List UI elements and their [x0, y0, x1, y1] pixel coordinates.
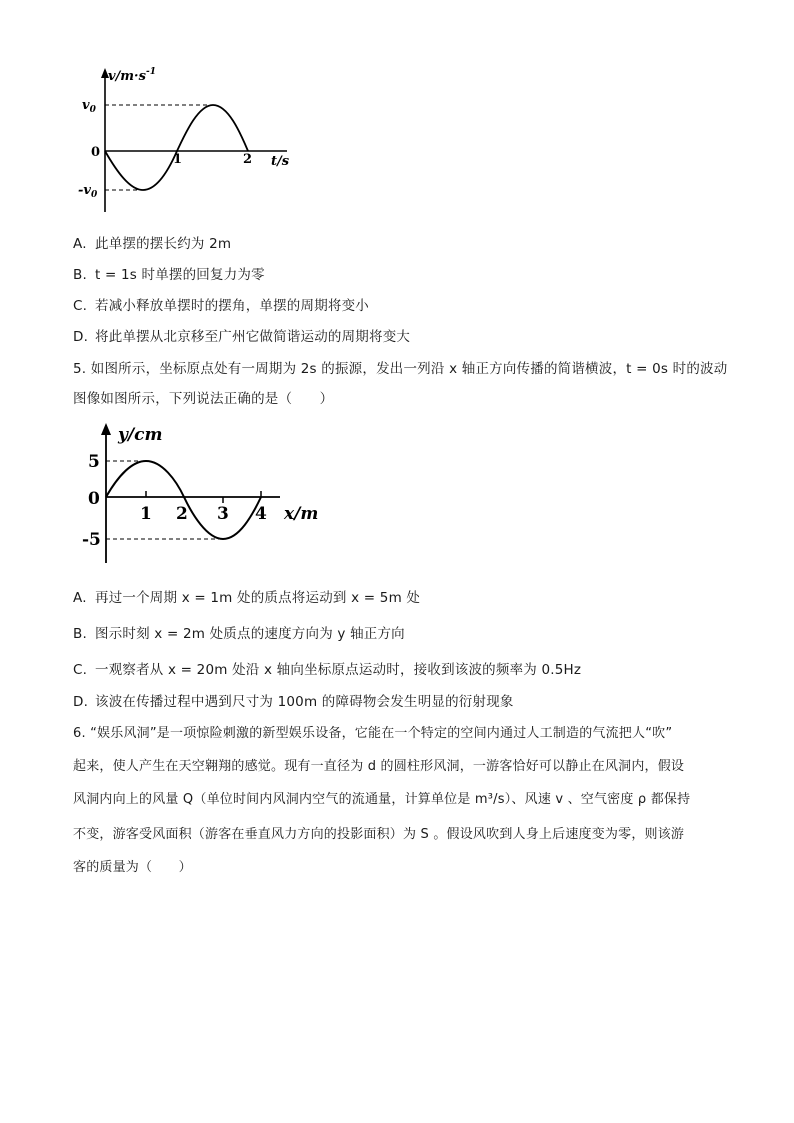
q6-line-3: 风洞内向上的风量 Q（单位时间内风洞内空气的流通量，计算单位是 m³/s）、风速 v 、空气密度 ρ 都保持 [73, 792, 691, 807]
option-letter: B. [73, 267, 87, 283]
q5-option-a [73, 588, 420, 608]
q4-option-b [73, 265, 265, 285]
v-axis-label-exp: -1 [146, 67, 156, 77]
x-tick-3: 3 [217, 504, 229, 524]
q6-line-5: 客的质量为（ ） [73, 860, 192, 875]
q6-line-2: 起来，使人产生在天空翱翔的感觉。现有一直径为 d 的圆柱形风洞，一游客恰好可以静止在风洞内，假设 [73, 759, 685, 774]
velocity-curve [105, 105, 248, 190]
t-tick-1: 1 [173, 152, 183, 167]
x-tick-1: 1 [140, 504, 152, 524]
origin-label-2: 0 [88, 489, 100, 509]
q5-option-b [73, 624, 405, 644]
pos-amp-label: 5 [88, 452, 100, 472]
velocity-time-graph [72, 62, 312, 222]
x-axis-label: x/m [284, 504, 319, 524]
y-axis-label: y/cm [118, 425, 163, 445]
option-letter: C. [73, 662, 88, 678]
q5-stem-line-1: 5. 如图所示，坐标原点处有一周期为 2s 的振源，发出一列沿 x 轴正方向传播的简谐横波，t = 0s 时的波动 [73, 361, 728, 377]
option-text: 该波在传播过程中遇到尺寸为 100m 的障碍物会发生明显的衍射现象 [95, 694, 514, 710]
q5-option-c [73, 660, 581, 680]
q6-line-4: 不变，游客受风面积（游客在垂直风力方向的投影面积）为 S 。假设风吹到人身上后速度变为零，则该游 [73, 827, 685, 842]
option-letter: D. [73, 329, 89, 345]
option-text: 将此单摆从北京移至广州它做简谐运动的周期将变大 [95, 329, 411, 345]
wave-curve [106, 461, 261, 539]
x-tick-4: 4 [255, 504, 267, 524]
option-text: 一观察者从 x = 20m 处沿 x 轴向坐标原点运动时，接收到该波的频率为 0.5Hz [95, 662, 582, 678]
q4-option-a [73, 234, 231, 254]
option-text: 若减小释放单摆时的摆角，单摆的周期将变小 [95, 298, 369, 314]
origin-label-1: 0 [91, 145, 101, 160]
q4-option-d [73, 327, 410, 347]
q6-line-1: 6. “娱乐风洞”是一项惊险刺激的新型娱乐设备，它能在一个特定的空间内通过人工制造的气流把人“吹” [73, 726, 673, 741]
option-text: 此单摆的摆长约为 2m [95, 236, 232, 252]
v0-label: $v_0$ [82, 98, 96, 115]
option-letter: A. [73, 236, 87, 252]
neg-amp-label: -5 [82, 530, 101, 550]
option-letter: D. [73, 694, 89, 710]
wave-graph [80, 418, 340, 568]
v-axis-label: v/m·s [108, 69, 146, 84]
option-letter: A. [73, 590, 87, 606]
q5-option-d [73, 692, 514, 712]
option-letter: C. [73, 298, 88, 314]
t-axis-label: t/s [271, 154, 290, 169]
q5-stem-line-2: 图像如图所示，下列说法正确的是（ ） [73, 391, 334, 407]
q4-option-c [73, 296, 369, 316]
option-text: 图示时刻 x = 2m 处质点的速度方向为 y 轴正方向 [95, 626, 405, 642]
x-tick-2: 2 [176, 504, 188, 524]
neg-v0-label: $-v_0$ [78, 183, 98, 200]
option-letter: B. [73, 626, 87, 642]
y-axis-arrow [101, 423, 111, 435]
option-text: 再过一个周期 x = 1m 处的质点将运动到 x = 5m 处 [95, 590, 421, 606]
option-text: t = 1s 时单摆的回复力为零 [95, 267, 265, 283]
t-tick-2: 2 [243, 152, 253, 167]
